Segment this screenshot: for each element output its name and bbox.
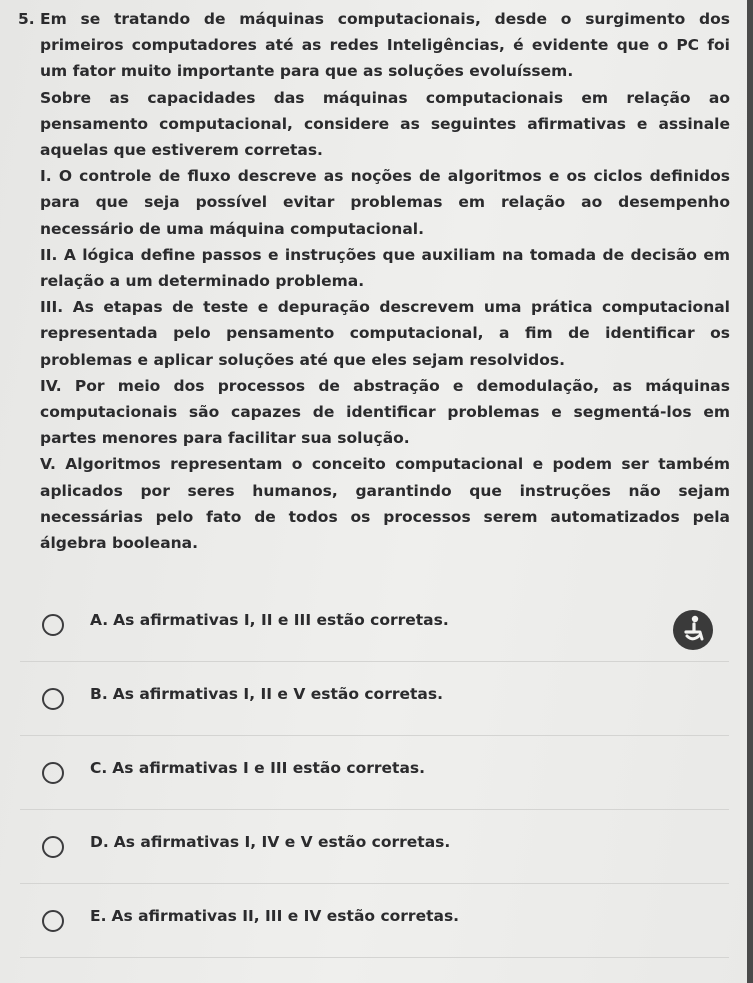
statement-4: IV. Por meio dos processos de abstração e demodulação, as máquinas computacionais são capazes de identificar problemas e segmentá-los em partes menores para facilitar sua solução.	[40, 376, 730, 448]
statement-1: I. O controle de fluxo descreve as noções de algoritmos e os ciclos definidos para que seja possível evitar problemas em relação ao desempenho necessário de uma máquina computacional.	[40, 167, 730, 238]
screen-edge	[747, 0, 753, 983]
question-intro	[18, 6, 730, 85]
option-letter: A.	[90, 611, 109, 629]
option-text: As afirmativas I e III estão corretas.	[112, 759, 426, 777]
question-intro-text: Em se tratando de máquinas computacionais, desde o surgimento dos primeiros computadores até as redes Inteligências, é evidente que o PC foi um fator muito importante para que as soluções evoluíssem.	[40, 10, 730, 81]
option-letter: C.	[90, 759, 108, 777]
option-d[interactable]	[20, 810, 729, 884]
radio-button[interactable]	[42, 836, 64, 858]
option-e[interactable]	[20, 884, 729, 958]
option-c[interactable]	[20, 736, 729, 810]
radio-button[interactable]	[42, 688, 64, 710]
option-a[interactable]	[20, 588, 729, 662]
option-b[interactable]	[20, 662, 729, 736]
answer-options	[0, 588, 747, 958]
radio-button[interactable]	[42, 762, 64, 784]
option-text: As afirmativas I, IV e V estão corretas.	[113, 833, 451, 851]
question-instruction: Sobre as capacidades das máquinas computacionais em relação ao pensamento computacional, considere as seguintes afirmativas e assinale aquelas que estiverem corretas.	[40, 88, 730, 160]
option-label	[90, 611, 449, 629]
option-label	[90, 833, 450, 851]
option-letter: E.	[90, 907, 107, 925]
radio-button[interactable]	[42, 614, 64, 636]
option-letter: B.	[90, 685, 108, 703]
option-text: As afirmativas II, III e IV estão corretas.	[111, 907, 460, 925]
radio-button[interactable]	[42, 910, 64, 932]
question-number: 5.	[18, 10, 35, 28]
question-block	[18, 6, 730, 556]
accessibility-reader-icon[interactable]	[673, 610, 713, 650]
statement-3: III. As etapas de teste e depuração descrevem uma prática computacional representada pelo pensamento computacional, a fim de identificar os problemas e aplicar soluções até que eles sejam resolvidos.	[40, 298, 730, 369]
statement-5: V. Algoritmos representam o conceito computacional e podem ser também aplicados por seres humanos, garantindo que instruções não sejam necessárias pelo fato de todos os processos serem automatizados pela álgebra booleana.	[40, 455, 730, 553]
option-label	[90, 685, 443, 703]
option-text: As afirmativas I, II e V estão corretas.	[112, 685, 443, 703]
option-label	[90, 907, 459, 925]
statement-2: II. A lógica define passos e instruções que auxiliam na tomada de decisão em relação a um determinado problema.	[40, 245, 730, 291]
option-letter: D.	[90, 833, 109, 851]
option-text: As afirmativas I, II e III estão corretas.	[113, 611, 449, 629]
option-label	[90, 759, 425, 777]
